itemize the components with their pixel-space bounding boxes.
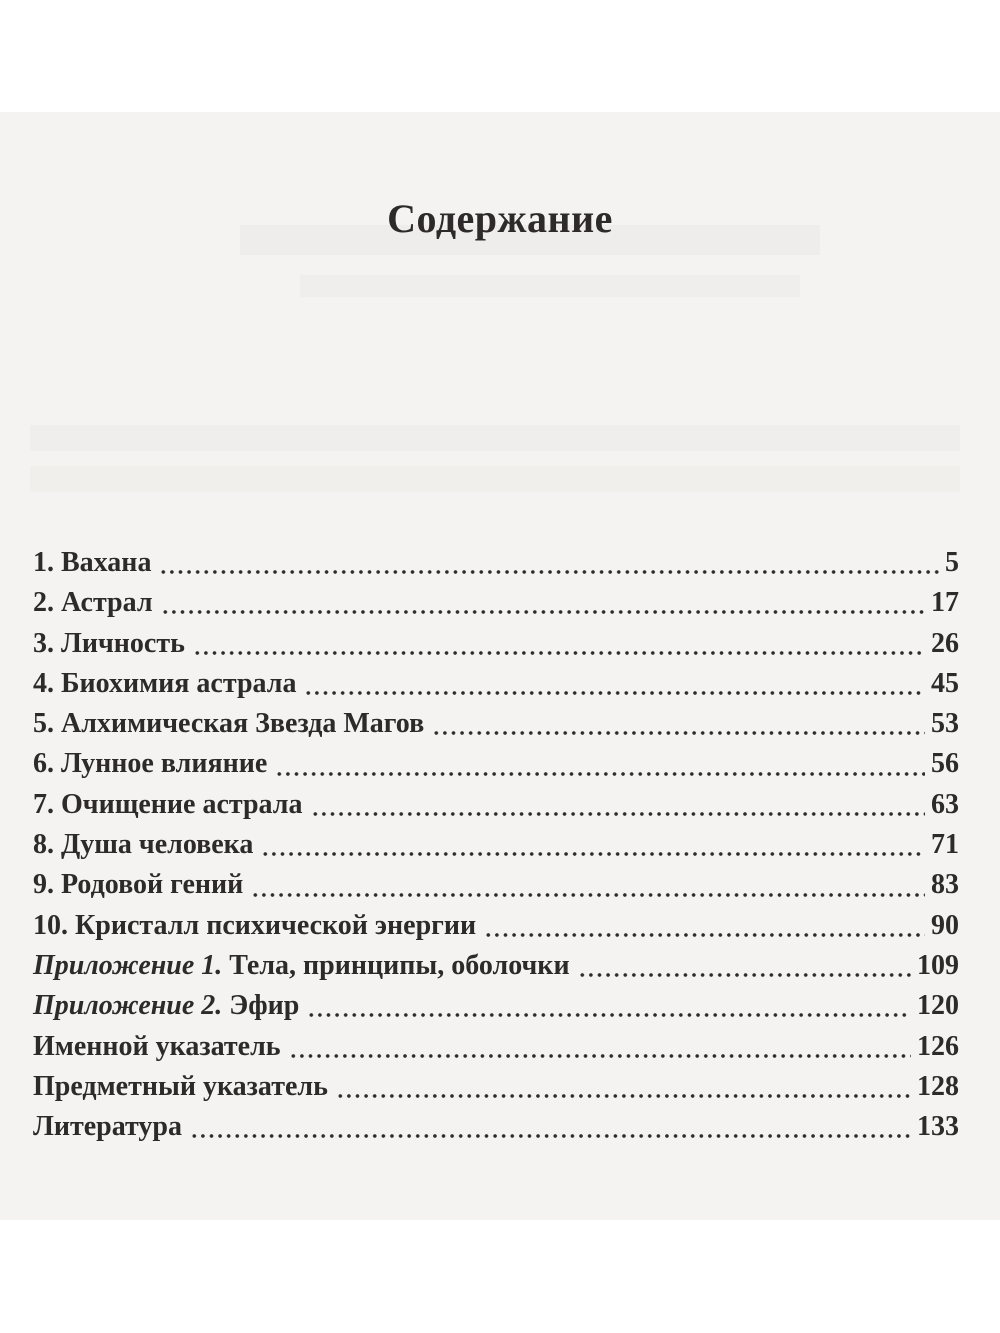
toc-entry-label: Именной указатель xyxy=(33,1030,281,1062)
dot-leader xyxy=(190,1133,911,1139)
toc-entry-page-number: 109 xyxy=(917,949,959,981)
toc-entry-label: 10. Кристалл психической энергии xyxy=(33,909,477,941)
toc-entry xyxy=(33,704,959,744)
dot-leader xyxy=(304,690,925,696)
toc-entry xyxy=(33,1027,959,1067)
dot-leader xyxy=(307,1012,911,1018)
toc-entry-prefix: Приложение 1. xyxy=(33,949,223,981)
toc-entry-page-number: 126 xyxy=(917,1030,959,1062)
toc-entry-label: 9. Родовой гений xyxy=(33,869,244,901)
toc-entry-title xyxy=(33,583,153,623)
toc-entry-page-number: 133 xyxy=(917,1111,959,1143)
toc-entry-title xyxy=(33,744,267,784)
toc-entry-label: Литература xyxy=(33,1111,182,1143)
dot-leader xyxy=(193,650,925,656)
toc-entry-page-number: 5 xyxy=(945,547,959,578)
toc-entry-title xyxy=(33,946,570,986)
dot-leader xyxy=(159,569,939,575)
toc-entry xyxy=(33,664,959,704)
toc-entry-page-number: 45 xyxy=(931,667,959,699)
toc-entry-page-number: 53 xyxy=(931,708,959,740)
dot-leader xyxy=(578,972,911,978)
toc-entry-title xyxy=(33,704,424,744)
toc-entry-page-number: 128 xyxy=(917,1070,959,1102)
page-title: Содержание xyxy=(387,195,613,241)
dot-leader xyxy=(336,1093,911,1099)
toc-entry-title xyxy=(33,1107,182,1147)
toc-entry-title xyxy=(33,624,185,664)
toc-entry-page-number: 26 xyxy=(931,627,959,659)
toc-entry-label: 4. Биохимия астрала xyxy=(33,667,297,699)
toc-entry xyxy=(33,946,959,986)
toc-entry xyxy=(33,785,959,825)
toc-entry xyxy=(33,744,959,784)
toc-entry-label: 5. Алхимическая Звезда Магов xyxy=(33,708,425,740)
toc-entry xyxy=(33,986,959,1026)
dot-leader xyxy=(432,730,925,736)
toc-entry-label: 3. Личность xyxy=(33,627,185,659)
toc-entry-page-number: 120 xyxy=(917,990,959,1022)
toc-entry-label: 7. Очищение астрала xyxy=(33,788,303,820)
toc-entry-title xyxy=(33,865,243,905)
toc-entry xyxy=(33,865,959,905)
dot-leader xyxy=(289,1053,911,1059)
toc-entry-title xyxy=(33,543,151,583)
dot-leader xyxy=(251,892,925,898)
toc-entry-label: 1. Вахана xyxy=(33,547,152,578)
toc-entry-title xyxy=(33,1067,328,1107)
toc-entry xyxy=(33,906,959,946)
toc-entry-label: Предметный указатель xyxy=(33,1070,328,1102)
toc-entry-page-number: 63 xyxy=(931,788,959,820)
toc-entry-page-number: 17 xyxy=(931,587,959,619)
toc-entry-title xyxy=(33,664,296,704)
toc-entry-page-number: 90 xyxy=(931,909,959,941)
table-of-contents xyxy=(33,543,959,1147)
toc-entry-page-number: 83 xyxy=(931,869,959,901)
dot-leader xyxy=(261,851,925,857)
toc-entry-label: Эфир xyxy=(222,990,300,1022)
toc-entry-title xyxy=(33,906,476,946)
toc-entry xyxy=(33,1107,959,1147)
toc-entry-label: 8. Душа человека xyxy=(33,829,254,861)
toc-entry xyxy=(33,543,959,583)
dot-leader xyxy=(484,932,925,938)
toc-entry xyxy=(33,825,959,865)
toc-entry-title xyxy=(33,785,303,825)
toc-entry-page-number: 56 xyxy=(931,748,959,780)
toc-entry-label: 2. Астрал xyxy=(33,587,153,619)
toc-entry xyxy=(33,583,959,623)
dot-leader xyxy=(311,811,925,817)
toc-entry-title xyxy=(33,1027,281,1067)
dot-leader xyxy=(161,609,925,615)
toc-entry-title xyxy=(33,825,253,865)
toc-entry-title xyxy=(33,986,299,1026)
toc-entry-page-number: 71 xyxy=(931,829,959,861)
toc-entry-prefix: Приложение 2. xyxy=(33,990,223,1022)
toc-entry-label: 6. Лунное влияние xyxy=(33,748,268,780)
toc-entry xyxy=(33,624,959,664)
toc-entry xyxy=(33,1067,959,1107)
toc-entry-label: Тела, принципы, оболочки xyxy=(222,949,570,981)
dot-leader xyxy=(275,771,925,777)
